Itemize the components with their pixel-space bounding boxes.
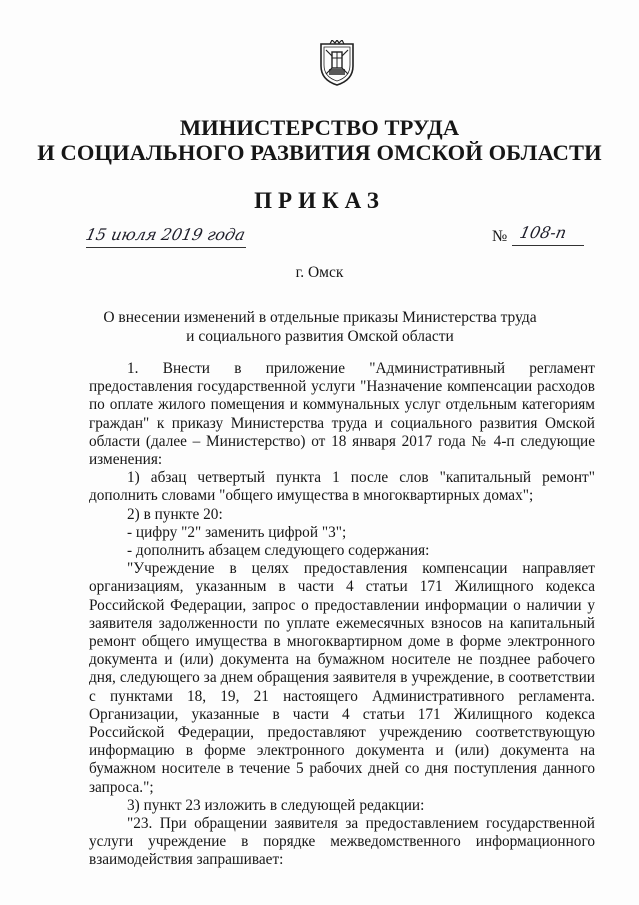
body-line: Организации, указанные в части 4 статьи 171 Жилищного кодекса	[89, 705, 595, 723]
body-line: документа и (или) документа на бумажном носителе не позднее рабочего	[89, 651, 595, 669]
order-body	[89, 360, 595, 870]
body-line: - дополнить абзацем следующего содержания:	[127, 542, 430, 560]
body-line: изменения:	[89, 451, 163, 469]
coat-of-arms-icon	[318, 40, 356, 86]
body-line: информацию в форме электронного документа и (или) документа на	[89, 742, 595, 760]
body-line: услуги учреждение в порядке межведомственного информационного	[89, 833, 595, 851]
body-line: дня, следующего за днем обращения заявителя в учреждение, в соответствии	[89, 669, 595, 687]
body-line: бумажном носителе в течение 5 рабочих дней со дня поступления данного	[89, 760, 595, 778]
body-line: ремонт общего имущества в многоквартирном доме в форме электронного	[89, 633, 595, 651]
number-underline	[512, 245, 584, 246]
ministry-name-line1: МИНИСТЕРСТВО ТРУДА	[179, 115, 460, 140]
body-line: Российской Федерации, предоставляют учреждению соответствующую	[89, 724, 595, 742]
body-line: Российской Федерации, запрос о предоставлении информации о наличии у	[89, 596, 595, 614]
ministry-name-line2: И СОЦИАЛЬНОГО РАЗВИТИЯ ОМСКОЙ ОБЛАСТИ	[37, 140, 602, 165]
body-line: предоставления государственной услуги "Назначение компенсации расходов	[89, 378, 595, 396]
number-label: №	[492, 228, 508, 245]
body-line: 1) абзац четвертый пункта 1 после слов "капитальный ремонт"	[127, 469, 595, 487]
body-line: заявителя задолженности по уплате ежемесячных взносов на капитальный	[89, 614, 595, 632]
body-line: 3) пункт 23 изложить в следующей редакции:	[127, 796, 425, 814]
body-line: дополнить словами "общего имущества в многоквартирных домах";	[89, 487, 534, 505]
body-line: - цифру "2" заменить цифрой "3";	[127, 523, 347, 541]
body-line: 2) в пункте 20:	[127, 505, 223, 523]
body-line: граждан" к приказу Министерства труда и социального развития Омской	[89, 414, 595, 432]
subject-line: О внесении изменений в отдельные приказы Министерства труда	[103, 309, 537, 326]
order-subject	[90, 308, 550, 346]
body-line: организациям, указанным в части 4 статьи 171 Жилищного кодекса	[89, 578, 595, 596]
body-line: взаимодействия запрашивает:	[89, 851, 284, 869]
subject-line: и социального развития Омской области	[186, 328, 454, 345]
handwritten-number: 108-п	[517, 223, 569, 242]
document-type-title: ПРИКАЗ	[254, 188, 385, 213]
body-line: области (далее – Министерство) от 18 января 2017 года № 4-п следующие	[89, 432, 595, 450]
body-line: 1. Внести в приложение "Административный регламент	[127, 360, 595, 377]
body-line: по оплате жилого помещения и коммунальных услуг отдельным категориям	[89, 396, 595, 414]
body-line: "23. При обращении заявителя за предоставлением государственной	[127, 815, 595, 833]
body-line: запроса.";	[89, 778, 154, 796]
body-line: "Учреждение в целях предоставления компенсации направляет	[127, 560, 595, 578]
body-line: с пунктами 18, 19, 21 настоящего Административного регламента.	[89, 687, 595, 705]
handwritten-date: 15 июля 2019 года	[83, 225, 247, 244]
city-name: г. Омск	[295, 264, 344, 281]
date-underline	[86, 247, 246, 248]
